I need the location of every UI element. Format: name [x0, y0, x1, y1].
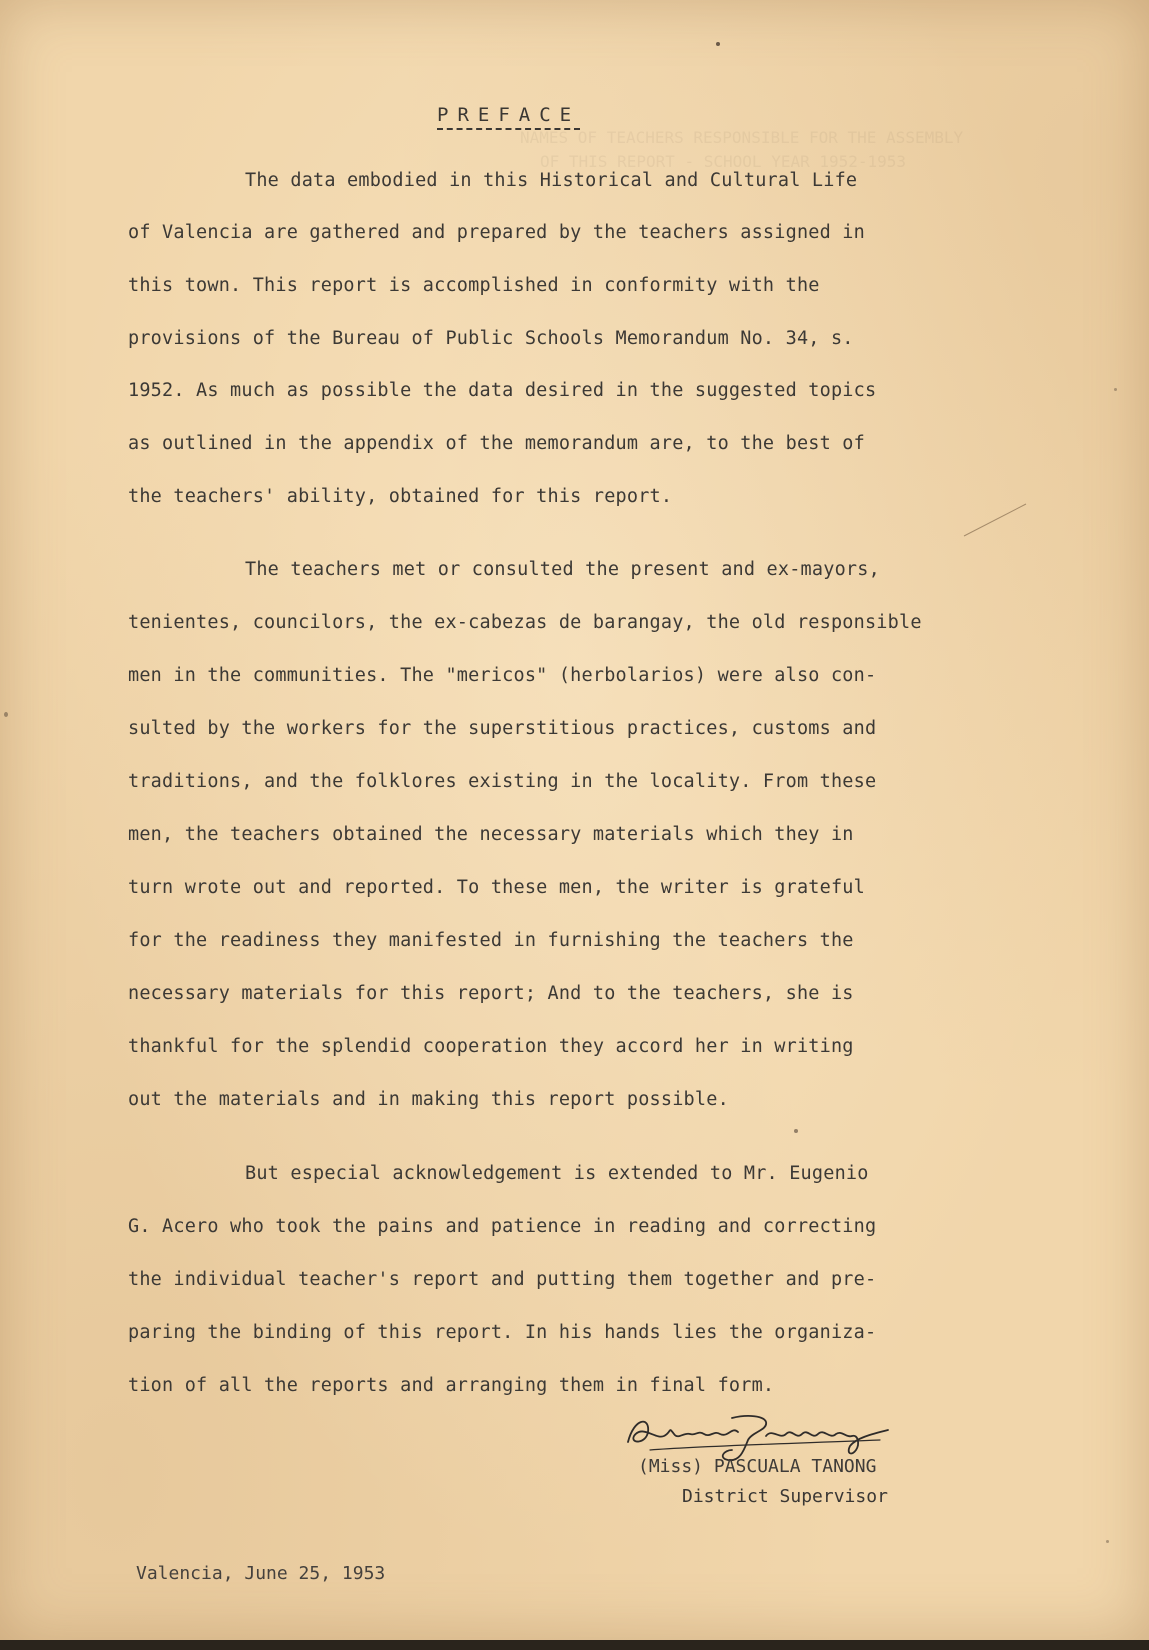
- text-line: this town. This report is accomplished in conformity with the: [128, 275, 820, 296]
- signatory-name: (Miss) PASCUALA TANONG: [638, 1456, 877, 1477]
- text-line: paring the binding of this report. In his hands lies the organiza-: [128, 1322, 877, 1343]
- signatory-position: District Supervisor: [682, 1486, 888, 1507]
- text-line: tenientes, councilors, the ex-cabezas de barangay, the old responsible: [128, 612, 922, 633]
- text-line: men, the teachers obtained the necessary materials which they in: [128, 824, 854, 845]
- text-line: thankful for the splendid cooperation they accord her in writing: [128, 1036, 854, 1057]
- paper-speck: [794, 1129, 798, 1133]
- text-line: of Valencia are gathered and prepared by the teachers assigned in: [128, 222, 865, 243]
- text-line: traditions, and the folklores existing in the locality. From these: [128, 771, 877, 792]
- text-line: tion of all the reports and arranging them in final form.: [128, 1375, 775, 1396]
- text-line: The teachers met or consulted the present and ex-mayors,: [245, 559, 880, 580]
- text-line: But especial acknowledgement is extended to Mr. Eugenio: [245, 1163, 869, 1184]
- text-line: the teachers' ability, obtained for this report.: [128, 486, 673, 507]
- page-title: PREFACE: [437, 104, 581, 126]
- text-line: men in the communities. The "mericos" (herbolarios) were also con-: [128, 665, 877, 686]
- show-through-text: NAMES OF TEACHERS RESPONSIBLE FOR THE ASSEMBLY: [520, 128, 964, 147]
- show-through-text: OF THIS REPORT - SCHOOL YEAR 1952-1953: [540, 152, 907, 171]
- paper-speck: [716, 42, 720, 46]
- pencil-mark: [960, 500, 1030, 540]
- text-line: for the readiness they manifested in furnishing the teachers the: [128, 930, 854, 951]
- place-date: Valencia, June 25, 1953: [136, 1563, 386, 1584]
- text-line: the individual teacher's report and putting them together and pre-: [128, 1269, 877, 1290]
- text-line: 1952. As much as possible the data desired in the suggested topics: [128, 380, 877, 401]
- paper-speck: [4, 712, 8, 717]
- text-line: turn wrote out and reported. To these men, the writer is grateful: [128, 877, 865, 898]
- text-line: out the materials and in making this report possible.: [128, 1089, 729, 1110]
- text-line: The data embodied in this Historical and Cultural Life: [245, 170, 858, 191]
- paper-speck: [1114, 388, 1117, 391]
- text-line: provisions of the Bureau of Public Schools Memorandum No. 34, s.: [128, 328, 854, 349]
- text-line: as outlined in the appendix of the memorandum are, to the best of: [128, 433, 865, 454]
- text-line: G. Acero who took the pains and patience in reading and correcting: [128, 1216, 877, 1237]
- text-line: necessary materials for this report; And to the teachers, she is: [128, 983, 854, 1004]
- text-line: sulted by the workers for the superstitious practices, customs and: [128, 718, 877, 739]
- paper-speck: [1106, 1540, 1109, 1543]
